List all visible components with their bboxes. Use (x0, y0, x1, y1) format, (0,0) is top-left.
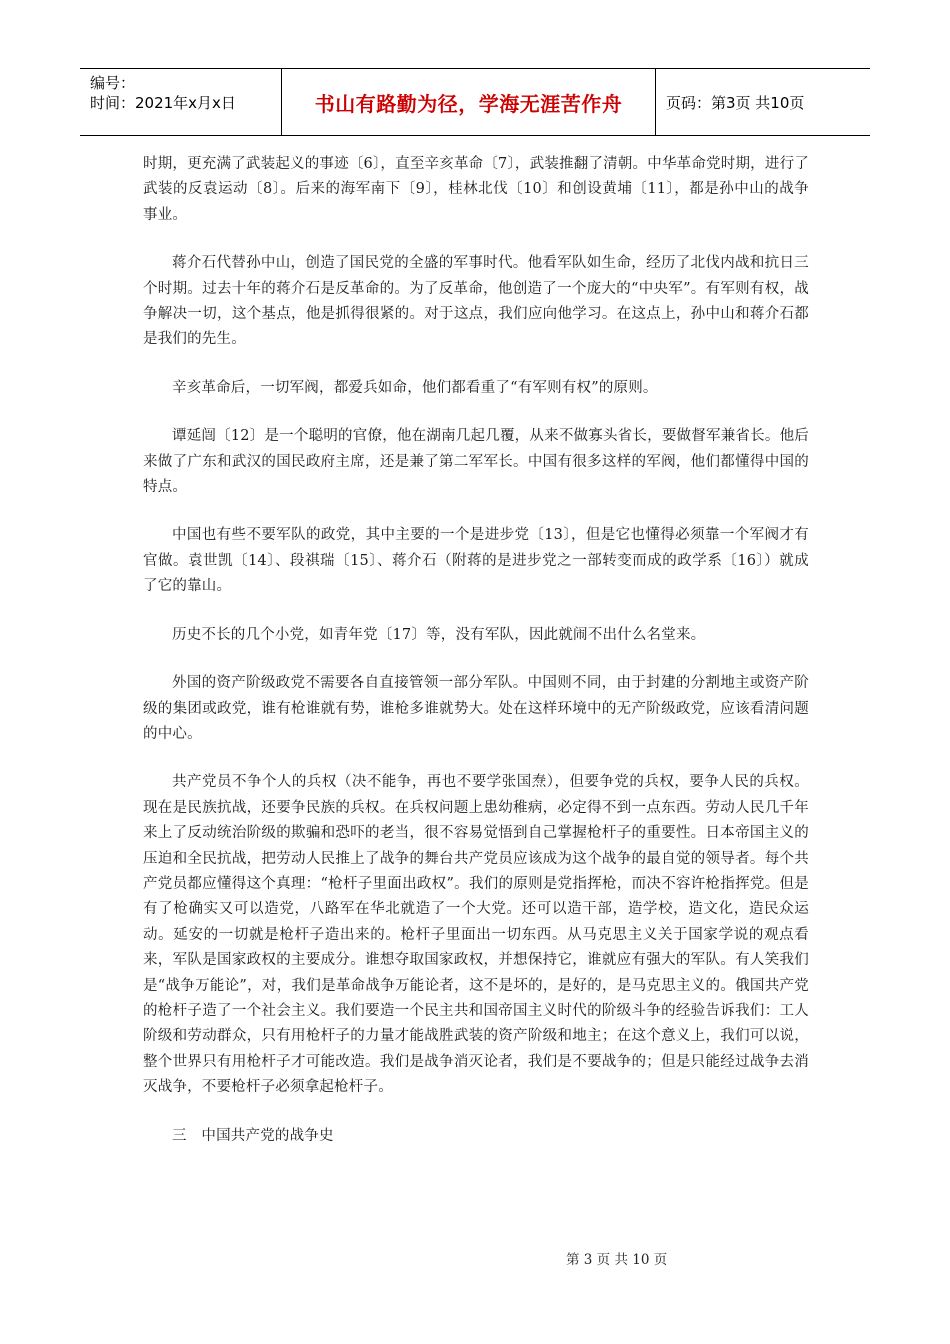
document-body (143, 152, 809, 1172)
paragraph: 时期，更充满了武装起义的事迹〔6〕，直至辛亥革命〔7〕，武装推翻了清朝。中华革命党时期，进行了武装的反袁运动〔8〕。后来的海军南下〔9〕，桂林北伐〔10〕和创设黄埔〔11〕，都是孙中山的战争事业。 (143, 156, 809, 223)
document-number: 编号： (90, 74, 136, 92)
page-header (80, 68, 870, 136)
header-meta (80, 69, 282, 135)
paragraph: 历史不长的几个小党，如青年党〔17〕等，没有军队，因此就闹不出什么名堂来。 (172, 626, 706, 643)
document-date: 时间：2021年x月x日 (90, 94, 236, 112)
header-page-info (656, 69, 870, 135)
paragraph: 共产党员不争个人的兵权（决不能争，再也不要学张国焘），但要争党的兵权，要争人民的兵权。现在是民族抗战，还要争民族的兵权。在兵权问题上患幼稚病，必定得不到一点东西。劳动人民几千年来上了反动统治阶级的欺骗和恐吓的老当，很不容易觉悟到自己掌握枪杆子的重要性。日本帝国主义的压迫和全民抗战，把劳动人民推上了战争的舞台共产党员应该成为这个战争的最自觉的领导者。每个共产党员都应懂得这个真理：“枪杆子里面出政权”。我们的原则是党指挥枪，而决不容许枪指挥党。但是有了枪确实又可以造党，八路军在华北就造了一个大党。还可以造干部，造学校，造文化，造民众运动。延安的一切就是枪杆子造出来的。枪杆子里面出一切东西。从马克思主义关于国家学说的观点看来，军队是国家政权的主要成分。谁想夺取国家政权，并想保持它，谁就应有强大的军队。有人笑我们是“战争万能论”，对，我们是革命战争万能论者，这不是坏的，是好的，是马克思主义的。俄国共产党的枪杆子造了一个社会主义。我们要造一个民主共和国帝国主义时代的阶级斗争的经验告诉我们：工人阶级和劳动群众，只有用枪杆子的力量才能战胜武装的资产阶级和地主；在这个意义上，我们可以说，整个世界只有用枪杆子才可能改造。我们是战争消灭论者，我们是不要战争的；但是只能经过战争去消灭战争，不要枪杆子必须拿起枪杆子。 (143, 774, 809, 1096)
paragraph: 中国也有些不要军队的政党，其中主要的一个是进步党〔13〕，但是它也懂得必须靠一个军阀才有官做。袁世凯〔14〕、段祺瑞〔15〕、蒋介石（附蒋的是进步党之一部转变而成的政学系〔16〕）就成了它的靠山。 (143, 527, 809, 595)
paragraph: 蒋介石代替孙中山，创造了国民党的全盛的军事时代。他看军队如生命，经历了北伐内战和抗日三个时期。过去十年的蒋介石是反革命的。为了反革命，他创造了一个庞大的“中央军”。有军则有权，战争解决一切，这个基点，他是抓得很紧的。对于这点，我们应向他学习。在这点上，孙中山和蒋介石都是我们的先生。 (143, 255, 809, 348)
page-footer: 第 3 页 共 10 页 (566, 1252, 668, 1268)
header-page-number: 页码：第3页 共10页 (666, 93, 805, 112)
paragraph: 外国的资产阶级政党不需要各自直接管领一部分军队。中国则不同，由于封建的分割地主或资产阶级的集团或政党，谁有枪谁就有势，谁枪多谁就势大。处在这样环境中的无产阶级政党，应该看清问题的中心。 (143, 675, 809, 742)
paragraph: 谭延闿〔12〕是一个聪明的官僚，他在湖南几起几覆，从来不做寡头省长，要做督军兼省长。他后来做了广东和武汉的国民政府主席，还是兼了第二军军长。中国有很多这样的军阀，他们都懂得中国的特点。 (143, 428, 809, 496)
paragraph: 辛亥革命后，一切军阀，都爱兵如命，他们都看重了“有军则有权”的原则。 (172, 379, 658, 396)
header-motto: 书山有路勤为径，学海无涯苦作舟 (314, 91, 623, 116)
section-heading: 三 中国共产党的战争史 (172, 1127, 334, 1144)
header-motto-cell (282, 69, 656, 135)
